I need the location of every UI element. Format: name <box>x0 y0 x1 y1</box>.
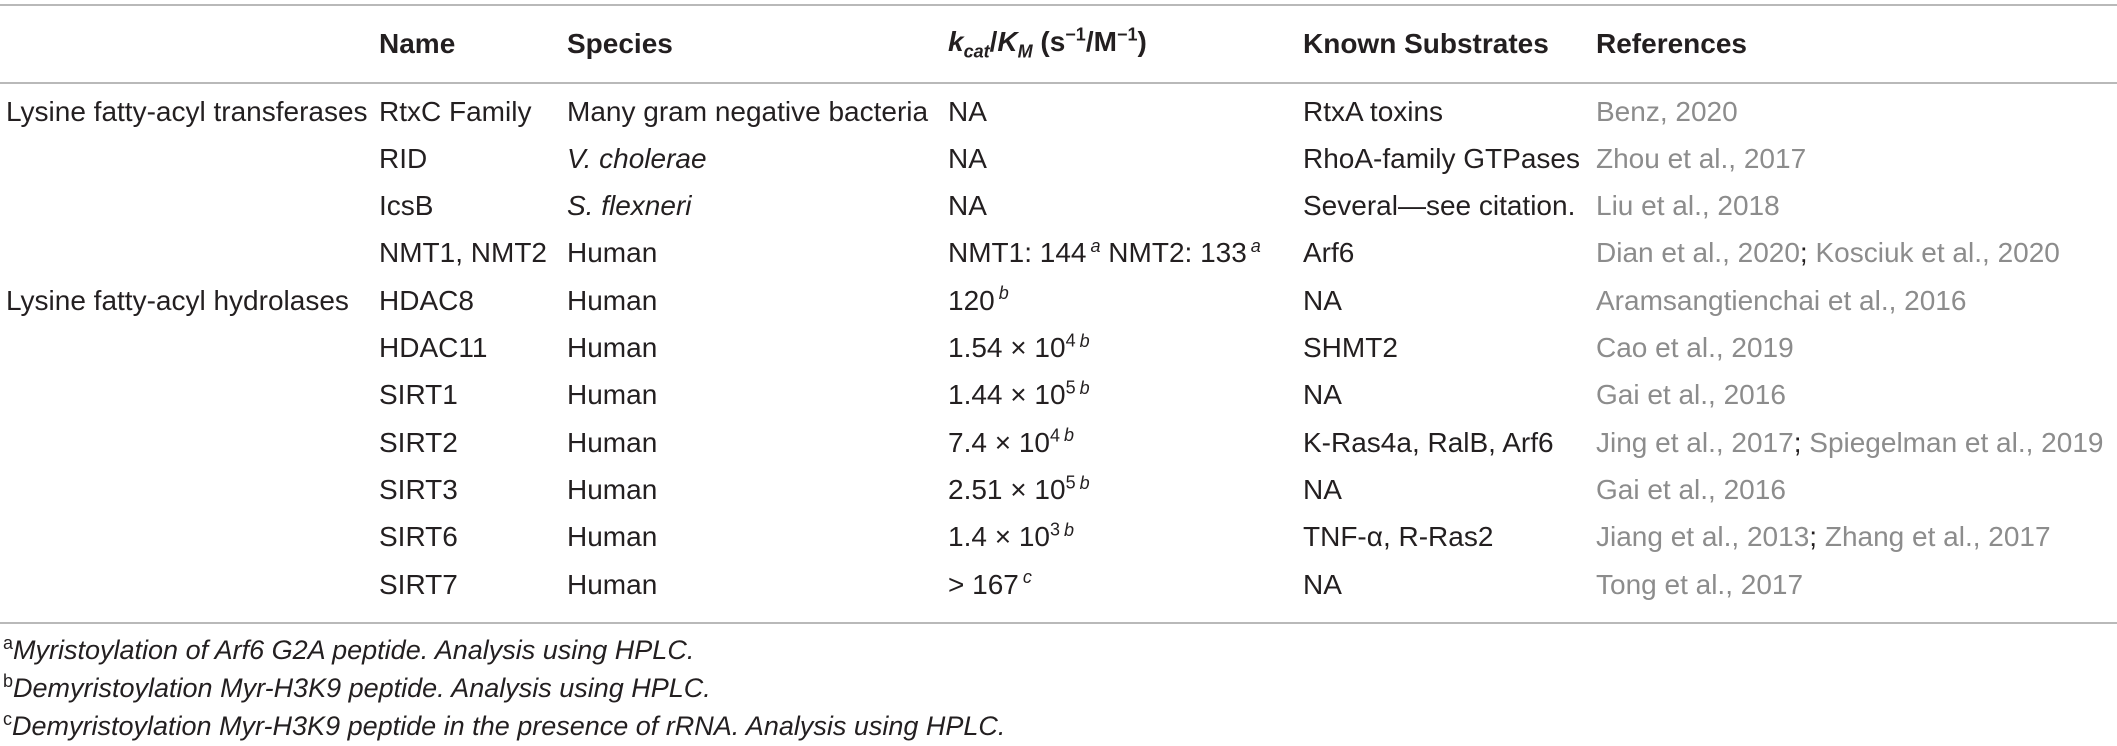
cell-group <box>0 183 373 230</box>
header-group <box>0 6 373 82</box>
reference-link[interactable]: Gai et al., 2016 <box>1596 379 1786 411</box>
cell-name: SIRT7 <box>379 568 458 600</box>
table-row <box>0 419 2117 466</box>
cell-group: Lysine fatty-acyl hydrolases <box>6 284 349 316</box>
cell-references: Jing et al., 2017; Spiegelman et al., 2019 <box>1596 426 2104 458</box>
cell-name: SIRT2 <box>379 426 458 458</box>
cell-species: Human <box>567 426 658 458</box>
cell-species: Human <box>567 473 658 505</box>
cell-substrates: NA <box>1303 379 1342 411</box>
header-substrates: Known Substrates <box>1303 27 1549 59</box>
cell-group <box>0 466 373 513</box>
enzyme-table <box>0 6 2117 608</box>
reference-link[interactable]: Tong et al., 2017 <box>1596 568 1804 600</box>
cell-references <box>1590 277 2117 324</box>
header-kcat-km: $k_{cat}/K_M$ $(s^{-1}/M^{-1})$ <box>948 24 1147 62</box>
cell-species: Human <box>567 332 658 364</box>
cell-kcat-km: $2.51 \times 10^5$ $^b$ <box>948 472 1090 505</box>
table-row <box>0 135 2117 182</box>
cell-references <box>1590 324 2117 371</box>
cell-species: Human <box>567 379 658 411</box>
cell-references: Dian et al., 2020; Kosciuk et al., 2020 <box>1596 237 2060 269</box>
cell-name: SIRT6 <box>379 521 458 553</box>
cell-substrates: SHMT2 <box>1303 332 1398 364</box>
reference-link[interactable]: Liu et al., 2018 <box>1596 190 1780 222</box>
cell-references: Jiang et al., 2013; Zhang et al., 2017 <box>1596 521 2051 553</box>
reference-link[interactable]: Zhou et al., 2017 <box>1596 142 1807 174</box>
reference-link[interactable]: Kosciuk et al., 2020 <box>1815 237 2060 269</box>
cell-references <box>1590 372 2117 419</box>
cell-substrates: Several—see citation. <box>1303 190 1576 222</box>
cell-species: S. flexneri <box>567 190 692 222</box>
footnotes <box>3 632 1005 745</box>
cell-substrates: Arf6 <box>1303 237 1355 269</box>
cell-kcat-km: NA <box>948 95 987 127</box>
table-row <box>0 183 2117 230</box>
reference-link[interactable]: Jing et al., 2017 <box>1596 426 1794 458</box>
footnote: $^b$Demyristoylation Myr-H3K9 peptide. Analysis using HPLC. <box>3 670 711 703</box>
cell-group <box>0 324 373 371</box>
cell-kcat-km: > 167 $^c$ <box>948 567 1032 600</box>
reference-link[interactable]: Benz, 2020 <box>1596 95 1738 127</box>
reference-link[interactable]: Jiang et al., 2013 <box>1596 521 1810 553</box>
footnote: $^c$Demyristoylation Myr-H3K9 peptide in the presence of rRNA. Analysis using HPLC. <box>3 708 1006 741</box>
cell-name: NMT1, NMT2 <box>379 237 547 269</box>
cell-substrates: NA <box>1303 568 1342 600</box>
cell-kcat-km: NA <box>948 190 987 222</box>
cell-species: Human <box>567 284 658 316</box>
header-row <box>0 6 2117 82</box>
cell-name: IcsB <box>379 190 434 222</box>
cell-species: Human <box>567 521 658 553</box>
cell-species: Many gram negative bacteria <box>567 95 929 127</box>
cell-references <box>1590 135 2117 182</box>
reference-link[interactable]: Aramsangtienchai et al., 2016 <box>1596 284 1967 316</box>
cell-kcat-km: NA <box>948 142 987 174</box>
header-name: Name <box>379 27 456 59</box>
cell-species: V. cholerae <box>567 142 707 174</box>
cell-substrates: NA <box>1303 473 1342 505</box>
table-row <box>0 466 2117 513</box>
cell-substrates: TNF-α, R-Ras2 <box>1303 521 1494 553</box>
reference-link[interactable]: Dian et al., 2020 <box>1596 237 1800 269</box>
cell-kcat-km: $1.54 \times 10^4$ $^b$ <box>948 330 1090 364</box>
cell-references <box>1590 466 2117 513</box>
cell-name: RID <box>379 142 428 174</box>
reference-link[interactable]: Cao et al., 2019 <box>1596 332 1794 364</box>
cell-substrates: K-Ras4a, RalB, Arf6 <box>1303 426 1554 458</box>
cell-group: Lysine fatty-acyl transferases <box>6 95 368 127</box>
cell-kcat-km: NMT1: 144 $^a$ NMT2: 133 $^a$ <box>948 236 1261 269</box>
cell-references <box>1590 183 2117 230</box>
table-row <box>0 561 2117 608</box>
table-row <box>0 372 2117 419</box>
table-row <box>0 277 2117 324</box>
cell-substrates: RhoA-family GTPases <box>1303 142 1580 174</box>
table-row <box>0 82 2117 135</box>
reference-link[interactable]: Spiegelman et al., 2019 <box>1809 426 2104 458</box>
cell-group <box>0 372 373 419</box>
reference-link[interactable]: Zhang et al., 2017 <box>1824 521 2051 553</box>
table-row <box>0 230 2117 277</box>
cell-name: HDAC8 <box>379 284 474 316</box>
cell-species: Human <box>567 568 658 600</box>
cell-name: RtxC Family <box>379 95 532 127</box>
bottom-rule <box>0 622 2117 624</box>
footnote: $^a$Myristoylation of Arf6 G2A peptide. Analysis using HPLC. <box>3 633 695 665</box>
cell-group <box>0 230 373 277</box>
table-row <box>0 324 2117 371</box>
cell-references <box>1590 82 2117 135</box>
cell-name: HDAC11 <box>379 332 488 364</box>
cell-group <box>0 419 373 466</box>
cell-kcat-km: $1.4 \times 10^3$ $^b$ <box>948 519 1075 553</box>
table-row <box>0 514 2117 561</box>
cell-kcat-km: 120 $^b$ <box>948 283 1009 316</box>
cell-kcat-km: $1.44 \times 10^5$ $^b$ <box>948 378 1090 411</box>
cell-species: Human <box>567 237 658 269</box>
cell-name: SIRT1 <box>379 379 458 411</box>
cell-substrates: RtxA toxins <box>1303 95 1444 127</box>
cell-name: SIRT3 <box>379 473 458 505</box>
cell-substrates: NA <box>1303 284 1342 316</box>
header-species: Species <box>567 27 673 59</box>
cell-kcat-km: $7.4 \times 10^4$ $^b$ <box>948 425 1075 458</box>
header-references: References <box>1596 27 1747 59</box>
cell-group <box>0 514 373 561</box>
cell-references <box>1590 561 2117 608</box>
cell-group <box>0 561 373 608</box>
reference-link[interactable]: Gai et al., 2016 <box>1596 473 1786 505</box>
cell-group <box>0 135 373 182</box>
